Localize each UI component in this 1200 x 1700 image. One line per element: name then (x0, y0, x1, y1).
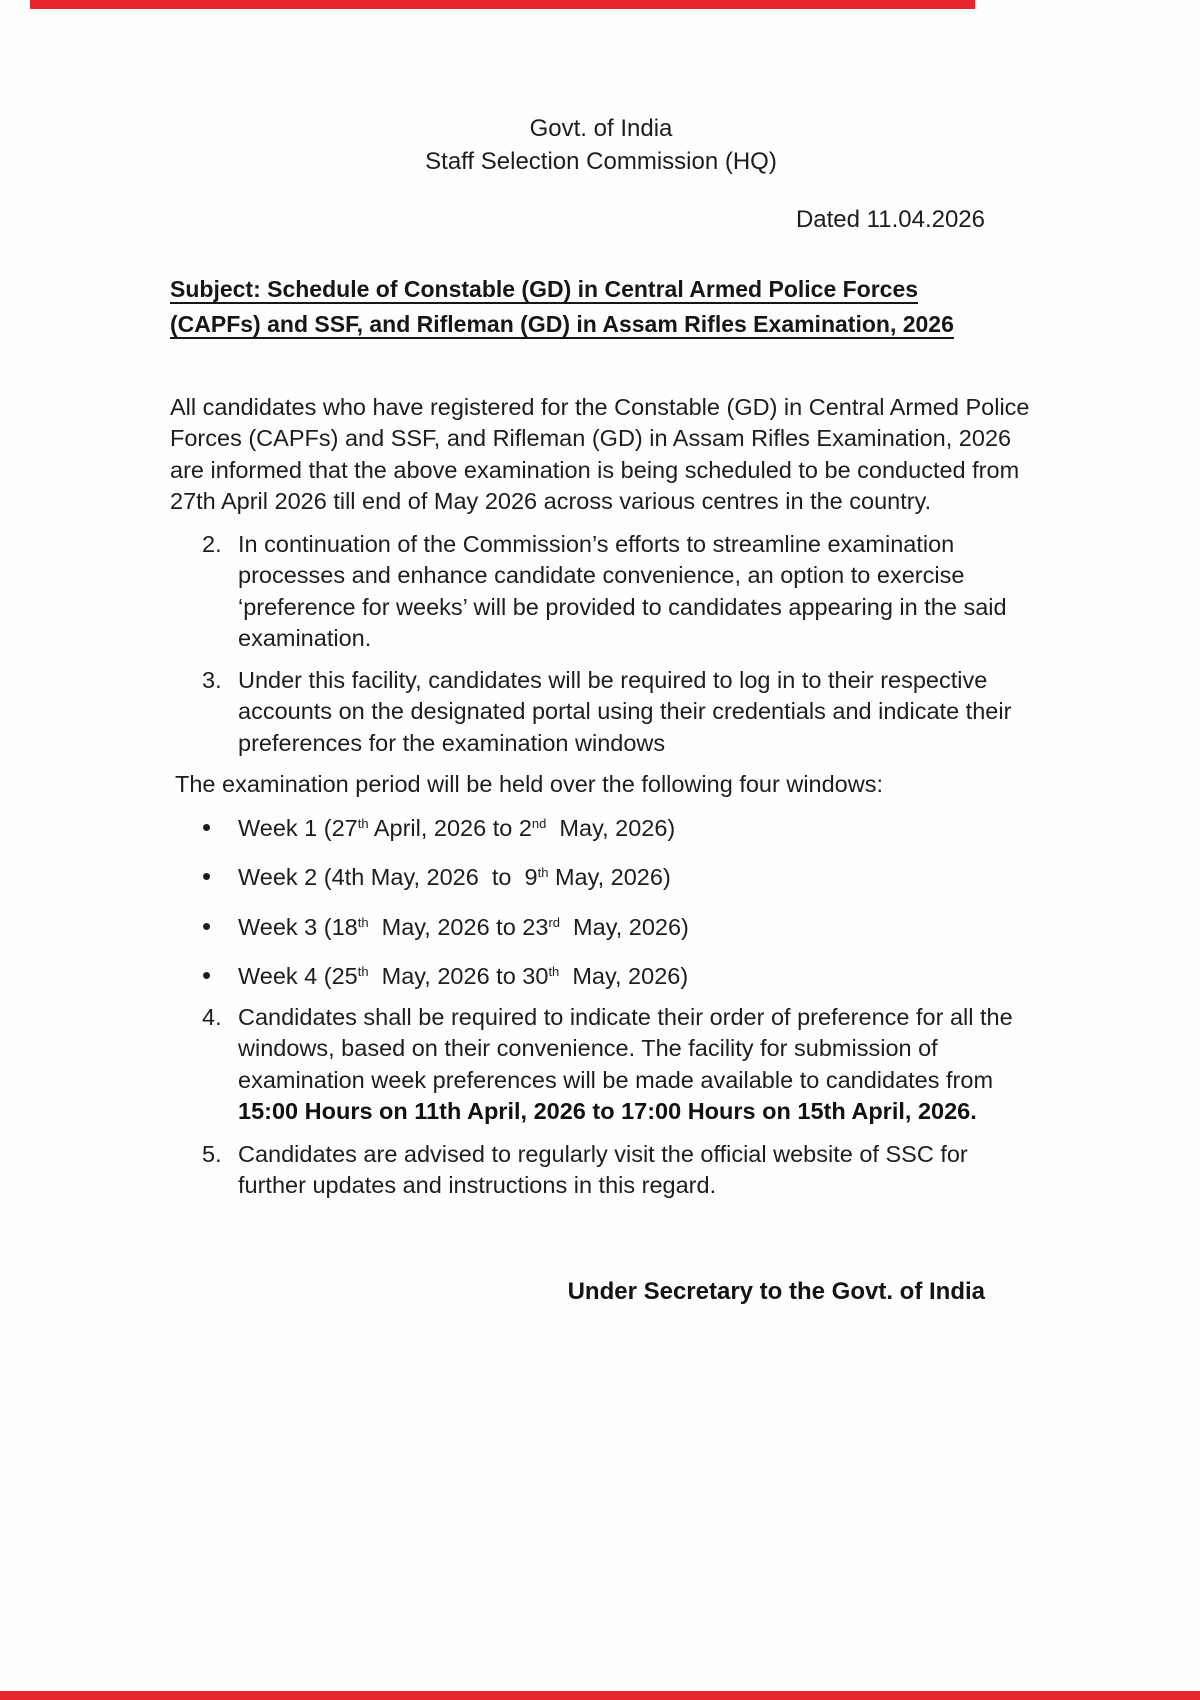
item4-text-normal: Candidates shall be required to indicate their order of preference for all the windows, based on their convenience. The facility for submission of examination week preferences will be made available to candidates from (238, 1003, 1013, 1093)
signature-designation: Under Secretary to the Govt. of India (567, 1277, 985, 1305)
item-number: 2. (202, 530, 222, 557)
subject-line-1: Subject: Schedule of Constable (GD) in Central Armed Police Forces (170, 275, 919, 302)
opening-paragraph: All candidates who have registered for the Constable (GD) in Central Armed Police Forces (CAPFs) and SSF, and Rifleman (GD) in Assam Rifles Examination, 2026 are informed that the above examination is being scheduled to be conducted from 27th April 2026 till end of May 2026 across various centres in the country. (170, 393, 1030, 514)
date-line: Dated 11.04.2026 (795, 206, 985, 233)
letterhead (170, 112, 1032, 178)
item-text: In continuation of the Commission’s efforts to streamline examination processes and enhance candidate convenience, an option to exercise ‘preference for weeks’ will be provided to candidates appearing in the said examination. (238, 530, 1007, 651)
exam-window-item-2 (202, 862, 1032, 897)
bullet-icon: • (202, 910, 212, 941)
bullet-icon: • (202, 861, 212, 891)
exam-window-text: Week 2 (4th May, 2026 to 9th May, 2026) (238, 864, 671, 890)
item-number: 3. (202, 666, 222, 693)
exam-window-text: Week 1 (27th April, 2026 to 2nd May, 2026) (238, 814, 676, 841)
numbered-item-5 (202, 1139, 1032, 1202)
bullet-icon: • (202, 811, 212, 842)
letterhead-commission-line: Staff Selection Commission (HQ) (425, 148, 777, 175)
item-number: 4. (202, 1003, 222, 1030)
letterhead-govt-line: Govt. of India (529, 115, 673, 142)
numbered-item-4 (202, 1002, 1032, 1128)
exam-window-item-3 (202, 912, 1032, 947)
item-number: 5. (202, 1140, 222, 1167)
exam-window-item-1 (202, 813, 1032, 848)
notice-document (170, 0, 1032, 1307)
item-text: Candidates are advised to regularly visit the official website of SSC for further updates and instructions in this regard. (238, 1140, 968, 1198)
exam-window-text: Week 4 (25th May, 2026 to 30th May, 2026) (238, 963, 689, 989)
item-text (238, 1002, 1032, 1128)
numbered-item-2 (202, 529, 1032, 655)
scan-artifact-bottom (0, 1691, 1200, 1700)
exam-window-text: Week 3 (18th May, 2026 to 23rd May, 2026) (238, 913, 689, 940)
item4-text-bold: 15:00 Hours on 11th April, 2026 to 17:00 Hours on 15th April, 2026. (238, 1098, 977, 1124)
exam-windows-intro: The examination period will be held over the following four windows: (175, 771, 883, 797)
item-text: Under this facility, candidates will be required to log in to their respective accounts on the designated portal using their credentials and indicate their preferences for the examination windows (238, 666, 1012, 756)
exam-window-item-4 (202, 961, 1032, 996)
exam-window-list (170, 813, 1032, 996)
bullet-icon: • (202, 960, 212, 990)
numbered-item-3 (202, 665, 1032, 760)
subject-line-2: (CAPFs) and SSF, and Rifleman (GD) in Assam Rifles Examination, 2026 (170, 310, 954, 337)
subject-heading (170, 272, 1032, 342)
